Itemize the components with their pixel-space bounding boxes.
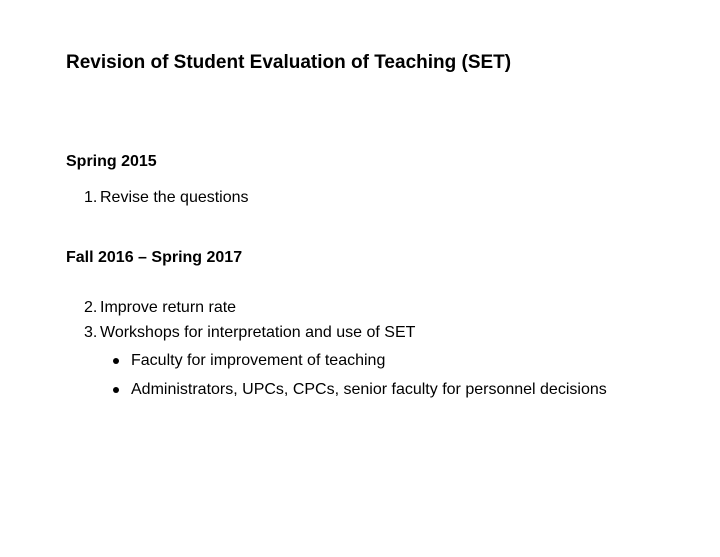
item-text: Improve return rate bbox=[100, 299, 237, 316]
bullet-text: Faculty for improvement of teaching bbox=[131, 352, 386, 369]
bullet-icon bbox=[113, 358, 119, 364]
item-number: 1. bbox=[84, 189, 98, 206]
numbered-item-2 bbox=[84, 299, 236, 317]
item-number: 2. bbox=[84, 299, 98, 316]
item-number: 3. bbox=[84, 324, 98, 341]
numbered-item-1 bbox=[84, 189, 249, 207]
section-heading-spring-2015: Spring 2015 bbox=[66, 153, 157, 170]
item-text: Workshops for interpretation and use of SET bbox=[100, 324, 416, 341]
page-title: Revision of Student Evaluation of Teaching (SET) bbox=[66, 52, 512, 73]
numbered-item-3 bbox=[84, 324, 415, 342]
bullet-text: Administrators, UPCs, CPCs, senior faculty for personnel decisions bbox=[131, 381, 607, 398]
item-text: Revise the questions bbox=[100, 189, 249, 206]
section-heading-fall-2016-spring-2017: Fall 2016 – Spring 2017 bbox=[66, 249, 243, 266]
bullet-icon bbox=[113, 387, 119, 393]
